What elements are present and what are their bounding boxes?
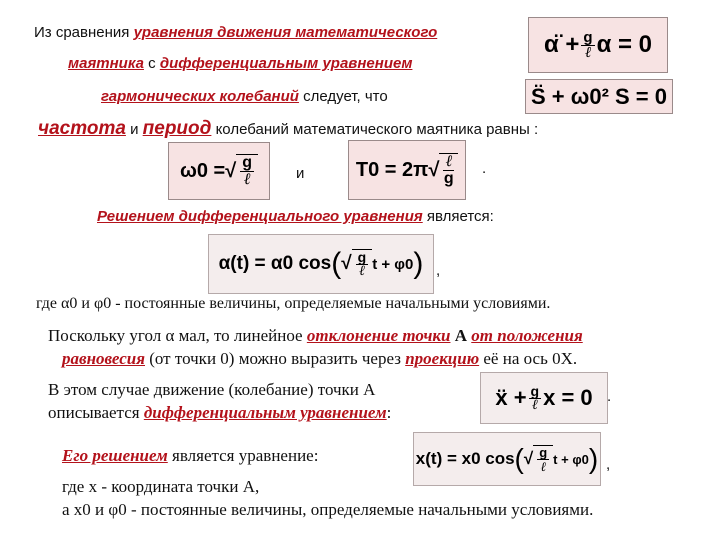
- formula-text: S̈ + ω0² S = 0: [531, 83, 667, 109]
- text-line-8: [62, 349, 577, 369]
- text-prefix: Из сравнения: [34, 24, 130, 41]
- text-line-6: где α0 и φ0 - постоянные величины, определяемые начальными условиями.: [36, 295, 551, 312]
- text-comma-2: ,: [606, 456, 611, 473]
- term-link-displacement[interactable]: отклонение точки: [306, 326, 451, 345]
- text-and-between: и: [296, 165, 305, 182]
- paren-open: (: [331, 247, 342, 280]
- text-dot-2: .: [607, 388, 612, 405]
- formula-text: ẍ +: [495, 385, 527, 410]
- text-and: и: [130, 121, 139, 138]
- text-line-13: а х0 и φ0 - постоянные величины, определяемые начальными условиями.: [62, 500, 594, 519]
- text-mid: с: [148, 55, 156, 72]
- text-part: (от точки 0) можно выразить через: [149, 349, 401, 368]
- text-part: Поскольку угол α мал, то линейное: [48, 326, 303, 345]
- formula-box-3: [168, 142, 270, 200]
- text-suffix: является уравнение:: [172, 446, 319, 465]
- formula-text: x(t) = x0 cos: [415, 449, 515, 468]
- text-part: её на ось 0Х.: [483, 349, 578, 368]
- denominator: ℓ: [359, 264, 365, 279]
- term-link-equilibrium[interactable]: равновесия: [62, 349, 145, 368]
- numerator: ℓ: [445, 153, 453, 170]
- text-line-3: [101, 88, 388, 105]
- formula-text: ω0 =: [179, 159, 226, 182]
- text-suffix: является:: [426, 208, 494, 225]
- text-comma: ,: [436, 262, 441, 279]
- text-line-7: [48, 326, 583, 346]
- text-rest: колебаний математического маятника равны :: [215, 121, 539, 138]
- sqrt-sign: √ $\frac{g}{\text{ℓ}}$: [524, 445, 553, 473]
- formula-box-7: [413, 432, 601, 486]
- fraction: [443, 154, 454, 187]
- fraction: [581, 30, 594, 61]
- term-link-harmonic[interactable]: гармонических колебаний: [101, 88, 299, 105]
- denominator: ℓ: [531, 397, 538, 413]
- text-line-5: [97, 208, 494, 225]
- formula-text: α(t) = α0 cos: [218, 253, 332, 274]
- term-link-its-solution[interactable]: Его решением: [62, 446, 168, 465]
- text-prefix: описывается: [48, 403, 140, 422]
- paren-close: ): [588, 443, 599, 474]
- term-link-from-position[interactable]: от положения: [471, 326, 583, 345]
- formula-box-5: [208, 234, 434, 294]
- term-link-differential-equation-2[interactable]: дифференциальным уравнением: [143, 403, 387, 422]
- text-suffix: следует, что: [303, 88, 388, 105]
- sqrt-sign: √ $\frac{g}{\text{ℓ}}$: [341, 249, 372, 279]
- formula-box-6: [480, 372, 608, 424]
- fraction: [529, 384, 542, 413]
- denominator: g: [443, 170, 454, 187]
- text-line-1: [34, 24, 437, 41]
- paren-close: ): [413, 247, 424, 280]
- term-link-period[interactable]: период: [142, 118, 212, 139]
- formula-box-1: [528, 17, 668, 73]
- term-link-frequency[interactable]: частота: [38, 118, 126, 139]
- numerator: g: [357, 249, 367, 265]
- text-line-12: где х - координата точки А,: [62, 477, 260, 496]
- denominator: ℓ: [540, 459, 546, 474]
- formula-box-2: [525, 79, 673, 114]
- text-line-4: [38, 118, 538, 140]
- formula-text: T0 = 2π: [355, 158, 429, 181]
- denominator: ℓ: [243, 171, 251, 188]
- sqrt-sign: √ $\frac{\text{ℓ}}{g}$: [428, 153, 458, 187]
- paren-open: (: [514, 443, 524, 474]
- numerator: g: [539, 445, 548, 460]
- fraction: [356, 250, 369, 279]
- fraction: [537, 446, 549, 473]
- formula-text: t + φ0: [553, 451, 589, 467]
- numerator: g: [242, 154, 253, 171]
- text-point-a: А: [454, 326, 468, 345]
- formula-box-4: [348, 140, 466, 200]
- text-colon: :: [386, 403, 392, 422]
- text-line-10: [48, 403, 391, 423]
- fraction: [240, 155, 254, 188]
- text-line-11: [62, 446, 318, 466]
- term-link-equation-motion[interactable]: уравнения движения математического: [133, 24, 438, 41]
- formula-text: α = 0: [596, 31, 653, 58]
- numerator: g: [530, 382, 540, 399]
- formula-text: t + φ0: [372, 255, 414, 273]
- term-link-solution[interactable]: Решением дифференциального уравнения: [97, 208, 423, 225]
- formula-text: x = 0: [543, 385, 593, 410]
- term-link-differential-equation[interactable]: дифференциальным уравнением: [159, 55, 413, 72]
- text-dot: .: [482, 160, 487, 177]
- text-line-2: [68, 55, 412, 72]
- term-link-pendulum[interactable]: маятника: [68, 55, 144, 72]
- text-line-9: В этом случае движение (колебание) точки А: [48, 380, 376, 399]
- denominator: ℓ: [584, 44, 592, 61]
- term-link-projection[interactable]: проекцию: [405, 349, 480, 368]
- sqrt-sign: √ $\frac{g}{\text{ℓ}}$: [225, 154, 258, 188]
- formula-text: α̈ +: [543, 31, 580, 58]
- numerator: g: [583, 28, 593, 46]
